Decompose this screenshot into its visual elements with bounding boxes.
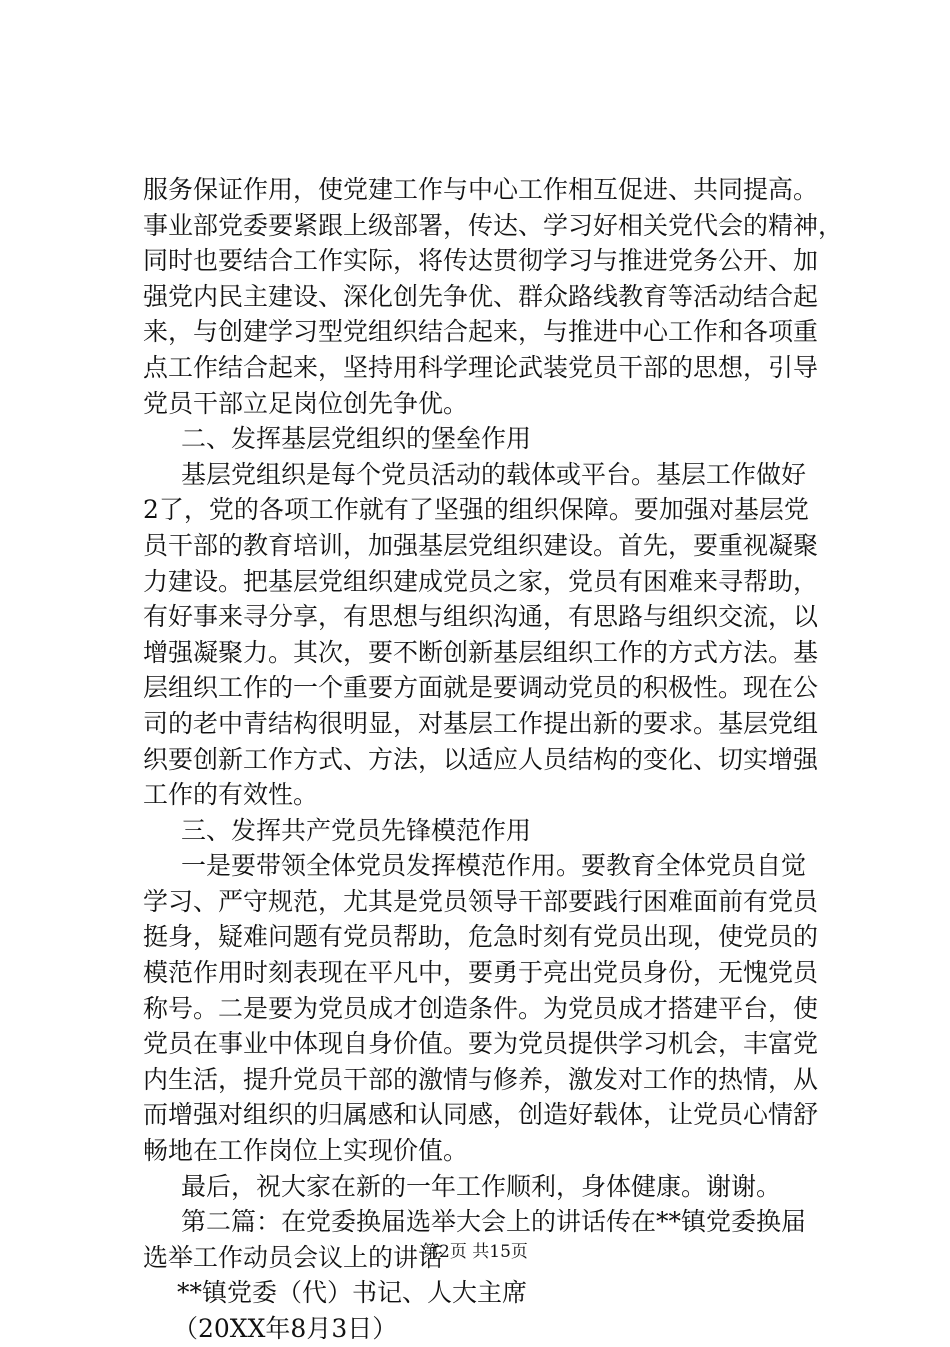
text-line: 畅地在工作岗位上实现价值。 [143, 1136, 469, 1166]
section-heading: 三、发挥共产党员先锋模范作用 [181, 815, 532, 845]
text-line: 点工作结合起来，坚持用科学理论武装党员干部的思想，引导 [143, 352, 819, 382]
text-line: 同时也要结合工作实际，将传达贯彻学习与推进党务公开、加 [143, 246, 819, 276]
text-line: 模范作用时刻表现在平凡中，要勇于亮出党员身份，无愧党员 [143, 958, 819, 988]
text-line: 事业部党委要紧跟上级部署，传达、学习好相关党代会的精神， [143, 210, 844, 240]
text-line: 党员干部立足岗位创先争优。 [143, 388, 469, 418]
document-body [143, 172, 843, 1347]
text-line: 而增强对组织的归属感和认同感，创造好载体，让党员心情舒 [143, 1100, 819, 1130]
page-number-footer: 第2页 共15页 [422, 1242, 528, 1262]
closing-line: 最后，祝大家在新的一年工作顺利，身体健康。谢谢。 [181, 1171, 782, 1201]
text-line: 层组织工作的一个重要方面就是要调动党员的积极性。现在公 [143, 673, 819, 703]
chapter-title: 第二篇：在党委换届选举大会上的讲话传在**镇党委换届 [181, 1207, 807, 1237]
text-line: 织要创新工作方式、方法，以适应人员结构的变化、切实增强 [143, 744, 819, 774]
speaker-line: **镇党委（代）书记、人大主席 [177, 1278, 528, 1308]
text-line: 强党内民主建设、深化创先争优、群众路线教育等活动结合起 [143, 281, 819, 311]
text-line: 内生活，提升党员干部的激情与修养，激发对工作的热情，从 [143, 1064, 819, 1094]
text-line: 2了，党的各项工作就有了坚强的组织保障。要加强对基层党 [143, 495, 809, 525]
text-line: 增强凝聚力。其次，要不断创新基层组织工作的方式方法。基 [143, 637, 819, 667]
chapter-title-continued: 选举工作动员会议上的讲话 [143, 1242, 444, 1272]
text-line: 司的老中青结构很明显，对基层工作提出新的要求。基层党组 [143, 708, 819, 738]
text-line: 员干部的教育培训，加强基层党组织建设。首先，要重视凝聚 [143, 530, 819, 560]
section-heading: 二、发挥基层党组织的堡垒作用 [181, 424, 532, 454]
text-line: 来，与创建学习型党组织结合起来，与推进中心工作和各项重 [143, 317, 819, 347]
paragraph-first-line: 基层党组织是每个党员活动的载体或平台。基层工作做好 [181, 459, 807, 489]
text-line: 有好事来寻分享，有思想与组织沟通，有思路与组织交流，以 [143, 602, 819, 632]
text-line: 力建设。把基层党组织建成党员之家，党员有困难来寻帮助， [143, 566, 819, 596]
text-line: 称号。二是要为党员成才创造条件。为党员成才搭建平台，使 [143, 993, 819, 1023]
text-line: 党员在事业中体现自身价值。要为党员提供学习机会，丰富党 [143, 1029, 819, 1059]
text-line: 服务保证作用，使党建工作与中心工作相互促进、共同提高。 [143, 175, 819, 204]
paragraph-first-line: 一是要带领全体党员发挥模范作用。要教育全体党员自觉 [181, 851, 807, 881]
text-line: 挺身，疑难问题有党员帮助，危急时刻有党员出现，使党员的 [143, 922, 819, 952]
text-line: 工作的有效性。 [143, 780, 319, 810]
text-line: 学习、严守规范，尤其是党员领导干部要践行困难面前有党员 [143, 886, 819, 916]
date-line: （20XX年8月3日） [173, 1314, 398, 1343]
